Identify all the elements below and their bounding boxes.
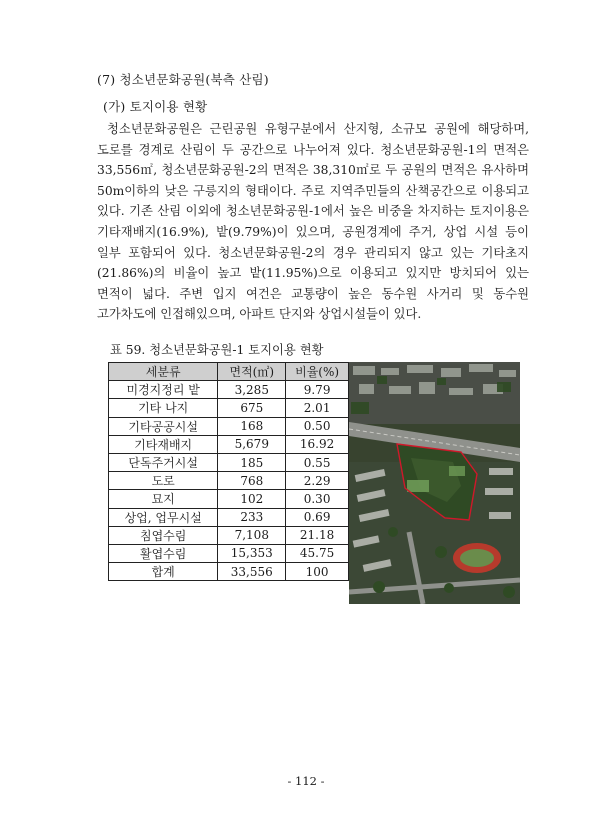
table-row (109, 453, 349, 471)
area-cell: 7,108 (218, 526, 286, 544)
ratio-cell: 21.18 (286, 526, 349, 544)
category-cell: 침엽수림 (109, 526, 218, 544)
area-cell: 675 (218, 399, 286, 417)
ratio-cell: 0.69 (286, 508, 349, 526)
category-cell: 묘지 (109, 490, 218, 508)
area-cell: 5,679 (218, 435, 286, 453)
ratio-cell: 45.75 (286, 544, 349, 562)
ratio-cell: 0.50 (286, 417, 349, 435)
category-cell: 단독주거시설 (109, 453, 218, 471)
table-row (109, 472, 349, 490)
area-cell: 768 (218, 472, 286, 490)
ratio-cell: 2.01 (286, 399, 349, 417)
category-cell: 상업, 업무시설 (109, 508, 218, 526)
category-cell: 합계 (109, 563, 218, 581)
table-header-row (109, 363, 349, 381)
table-row (109, 490, 349, 508)
category-cell: 도로 (109, 472, 218, 490)
page-number: - 112 - (287, 774, 325, 788)
table-row (109, 435, 349, 453)
table-row (109, 399, 349, 417)
ratio-cell: 0.55 (286, 453, 349, 471)
header-ratio: 비율(%) (286, 363, 349, 381)
area-cell: 102 (218, 490, 286, 508)
category-cell: 기타 나지 (109, 399, 218, 417)
category-cell: 기타재배지 (109, 435, 218, 453)
ratio-cell: 16.92 (286, 435, 349, 453)
table-row (109, 526, 349, 544)
area-cell: 185 (218, 453, 286, 471)
table-row (109, 508, 349, 526)
ratio-cell: 2.29 (286, 472, 349, 490)
table-row (109, 417, 349, 435)
aerial-photo (349, 362, 520, 604)
land-use-table (108, 362, 349, 581)
table-row (109, 544, 349, 562)
area-cell: 233 (218, 508, 286, 526)
ratio-cell: 9.79 (286, 381, 349, 399)
header-area: 면적(㎡) (218, 363, 286, 381)
category-cell: 기타공공시설 (109, 417, 218, 435)
category-cell: 미경지정리 밭 (109, 381, 218, 399)
area-cell: 168 (218, 417, 286, 435)
body-paragraph: 청소년문화공원은 근린공원 유형구분에서 산지형, 소규모 공원에 해당하며, 도로를 경계로 산림이 두 공간으로 나누어져 있다. 청소년문화공원-1의 면적은 33,556㎡, 청소년문화공원-2의 면적은 38,310㎡로 두 공원의 면적은 유사하며 50m이하의 낮은 구릉지의 형태이다. 주로 지역주민들의 산책공간으로 이용되고 있다. 기존 산림 이외에 청소년문화공원-1에서 높은 비중을 차지하는 토지이용은 기타재배지(16.9%), 밭(9.79%)이 있으며, 공원경계에 주거, 상업 시설 등이 일부 포함되어 있다. 청소년문화공원-2의 경우 관리되지 않고 있는 기타초지(21.86%)의 비율이 높고 밭(11.95%)으로 이용되고 있지만 방치되어 있는 면적이 넓다. 주변 입지 여건은 교통량이 높은 동수원 사거리 및 동수원 고가차도에 인접해있으며, 아파트 단지와 상업시설들이 있다. (97, 122, 529, 322)
table-total-row (109, 563, 349, 581)
table-caption: 표 59. 청소년문화공원-1 토지이용 현황 (110, 343, 324, 357)
section-title: (7) 청소년문화공원(북측 산림) (97, 72, 269, 87)
area-cell: 33,556 (218, 563, 286, 581)
header-category: 세분류 (109, 363, 218, 381)
area-cell: 3,285 (218, 381, 286, 399)
category-cell: 활엽수림 (109, 544, 218, 562)
table-row (109, 381, 349, 399)
subsection-title: (가) 토지이용 현황 (103, 99, 208, 114)
ratio-cell: 0.30 (286, 490, 349, 508)
area-cell: 15,353 (218, 544, 286, 562)
ratio-cell: 100 (286, 563, 349, 581)
